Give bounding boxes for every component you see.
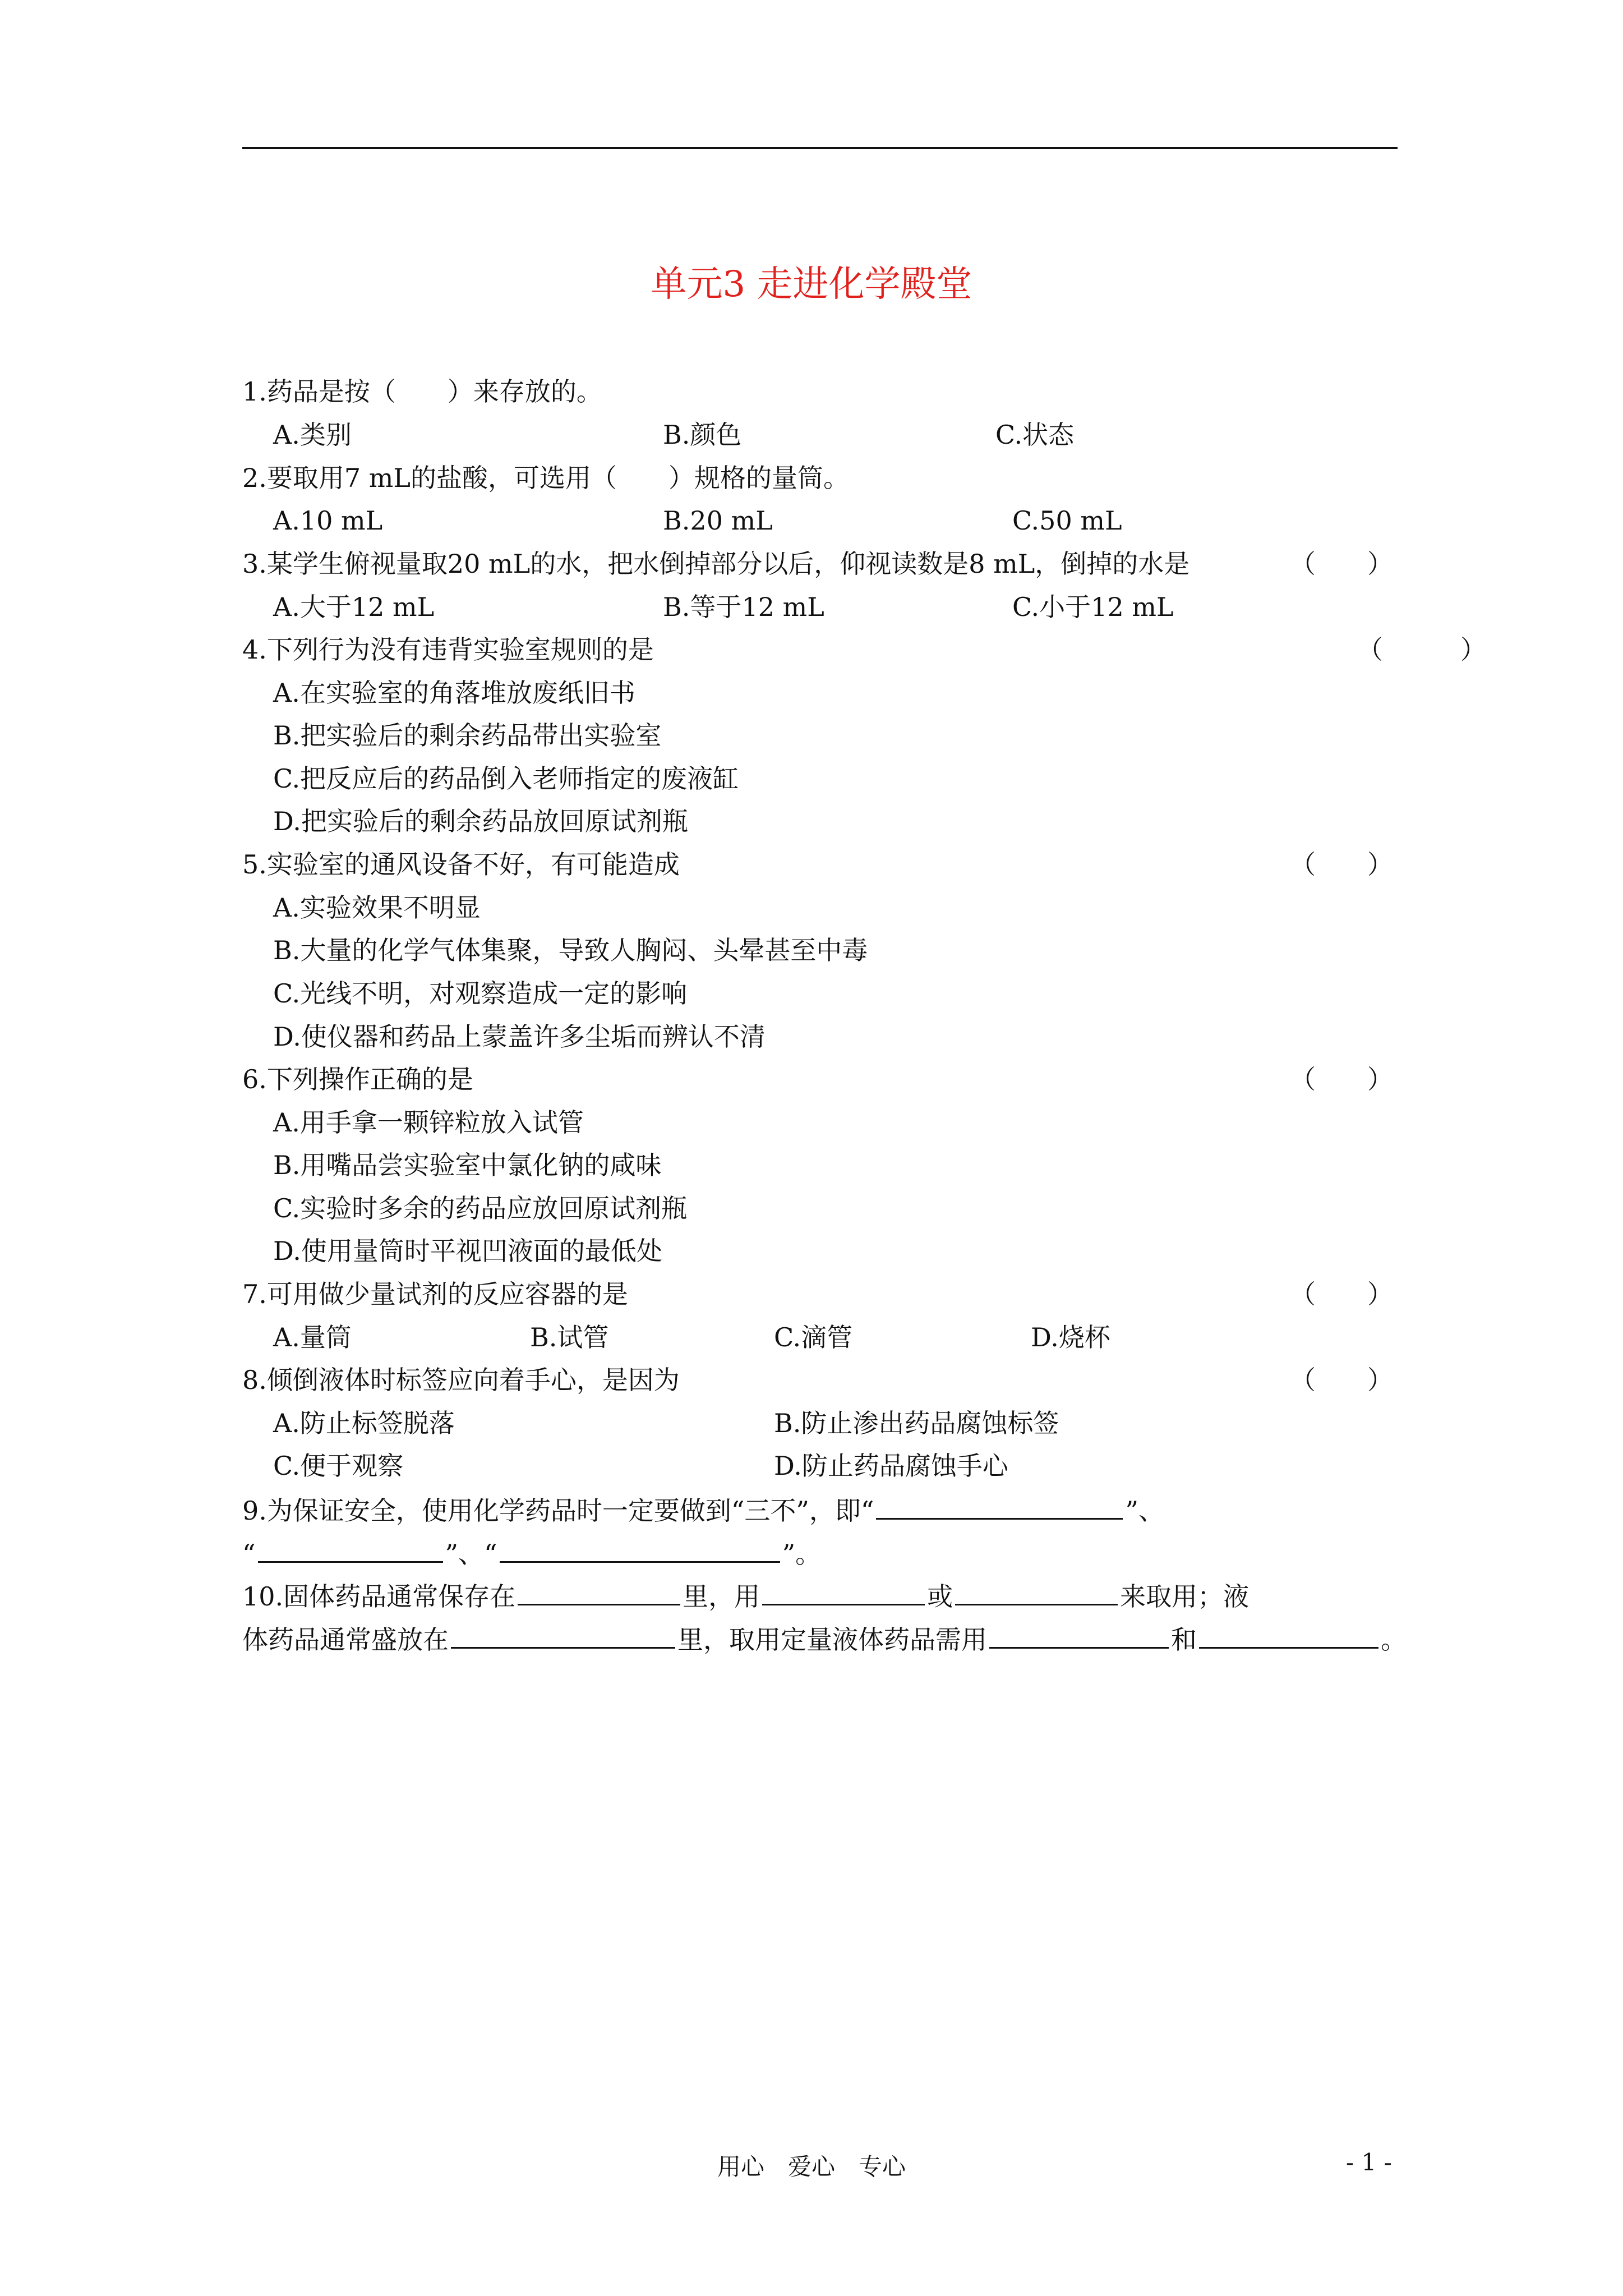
question-4-stem: 4.下列行为没有违背实验室规则的是 [242,634,654,665]
question-1-option-a: A.类别 [273,420,352,450]
question-3-option-b: B.等于12 mL [663,592,824,622]
question-10-blank-4[interactable] [451,1621,675,1649]
question-1-option-c: C.状态 [995,420,1075,450]
question-10-line-1 [242,1578,1249,1613]
question-10-text-6: 里，取用定量液体药品需用 [677,1625,987,1655]
question-6-answer-paren: （ ） [1290,1064,1393,1094]
question-9-line-2 [242,1535,821,1571]
question-2-stem: 2.要取用7 mL的盐酸，可选用（ ）规格的量筒。 [242,463,849,493]
question-7-option-c: C.滴管 [774,1322,853,1352]
question-5-option-c: C.光线不明，对观察造成一定的影响 [273,978,688,1009]
question-8-option-b: B.防止渗出药品腐蚀标签 [774,1408,1059,1438]
question-4-option-c: C.把反应后的药品倒入老师指定的废液缸 [273,763,739,794]
page-number: - 1 - [1346,2148,1392,2176]
question-9-text-1: 9.为保证安全，使用化学药品时一定要做到“三不”，即“ [242,1496,874,1526]
question-1-stem: 1.药品是按（ ）来存放的。 [242,376,602,407]
question-7-answer-paren: （ ） [1290,1279,1393,1309]
question-9-text-5: ”。 [782,1539,822,1569]
question-6-option-d: D.使用量筒时平视凹液面的最低处 [273,1236,662,1266]
question-10-blank-2[interactable] [762,1578,925,1605]
question-8-answer-paren: （ ） [1290,1365,1393,1395]
question-10-blank-5[interactable] [989,1621,1169,1649]
question-3-stem: 3.某学生俯视量取20 mL的水，把水倒掉部分以后，仰视读数是8 mL，倒掉的水是 [242,549,1190,579]
question-6-option-b: B.用嘴品尝实验室中氯化钠的咸味 [273,1150,662,1180]
question-10-blank-6[interactable] [1199,1621,1378,1649]
question-10-text-1: 10.固体药品通常保存在 [242,1581,516,1612]
question-10-blank-1[interactable] [518,1578,680,1605]
question-8-option-c: C.便于观察 [273,1451,404,1481]
question-3-answer-paren: （ ） [1290,549,1393,579]
question-1-option-b: B.颜色 [663,420,742,450]
question-10-text-3: 或 [927,1581,953,1612]
question-10-line-2 [242,1621,1407,1657]
question-10-text-2: 里，用 [683,1581,760,1612]
question-10-blank-3[interactable] [955,1578,1118,1605]
question-5-stem: 5.实验室的通风设备不好，有可能造成 [242,849,680,880]
question-4-option-b: B.把实验后的剩余药品带出实验室 [273,720,662,751]
question-9-blank-2[interactable] [258,1535,443,1563]
question-3-option-a: A.大于12 mL [273,592,435,622]
question-8-stem: 8.倾倒液体时标签应向着手心，是因为 [242,1365,680,1395]
question-7-option-b: B.试管 [530,1322,609,1352]
question-7-stem: 7.可用做少量试剂的反应容器的是 [242,1279,628,1309]
question-9-line-1 [242,1492,1164,1527]
question-5-option-b: B.大量的化学气体集聚，导致人胸闷、头晕甚至中毒 [273,935,868,965]
question-10-text-4: 来取用；液 [1120,1581,1249,1612]
page-title: 单元3 走进化学殿堂 [651,264,972,305]
question-9-blank-3[interactable] [500,1535,780,1563]
question-2-option-c: C.50 mL [1012,505,1122,536]
question-9-text-3: “ [242,1539,256,1569]
question-4-option-d: D.把实验后的剩余药品放回原试剂瓶 [273,806,688,836]
question-6-option-c: C.实验时多余的药品应放回原试剂瓶 [273,1193,688,1223]
question-5-answer-paren: （ ） [1290,849,1393,880]
question-6-option-a: A.用手拿一颗锌粒放入试管 [273,1107,584,1138]
question-8-option-d: D.防止药品腐蚀手心 [774,1451,1008,1481]
question-2-option-b: B.20 mL [663,505,773,536]
question-10-text-5: 体药品通常盛放在 [242,1625,449,1655]
footer-text: 用心 爱心 专心 [717,2153,906,2180]
question-4-option-a: A.在实验室的角落堆放废纸旧书 [273,678,635,708]
question-2-option-a: A.10 mL [273,505,383,536]
question-6-stem: 6.下列操作正确的是 [242,1064,473,1094]
question-3-option-c: C.小于12 mL [1012,592,1174,622]
question-10-text-8: 。 [1381,1625,1407,1655]
question-8-option-a: A.防止标签脱落 [273,1408,455,1438]
question-9-blank-1[interactable] [876,1492,1123,1520]
header-rule [242,147,1398,149]
question-4-answer-paren: （ ） [1357,634,1486,665]
question-9-text-4: ”、“ [445,1539,497,1569]
question-7-option-d: D.烧杯 [1031,1322,1110,1352]
question-10-text-7: 和 [1171,1625,1197,1655]
question-5-option-d: D.使仪器和药品上蒙盖许多尘垢而辨认不清 [273,1022,766,1052]
question-7-option-a: A.量筒 [273,1322,352,1352]
question-5-option-a: A.实验效果不明显 [273,892,481,923]
question-9-text-2: ”、 [1125,1496,1164,1526]
